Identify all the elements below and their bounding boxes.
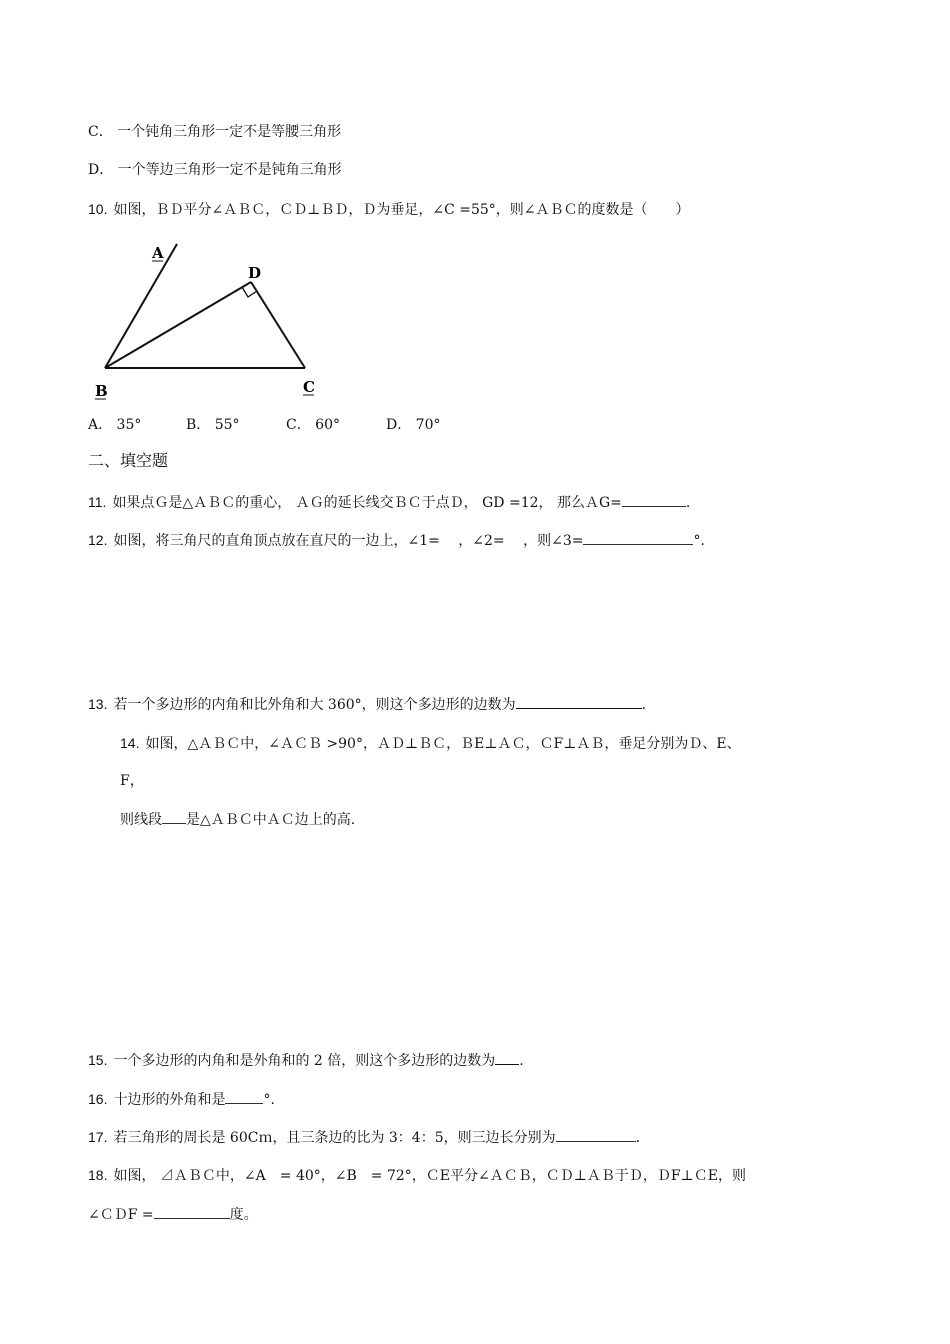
label-d: D bbox=[248, 264, 262, 282]
question-number: 17. bbox=[88, 1129, 108, 1145]
answer-blank[interactable] bbox=[495, 1050, 519, 1065]
segment-dc bbox=[251, 282, 305, 368]
choice-a-q10: A． 35° bbox=[88, 417, 142, 433]
question-number: 13. bbox=[88, 696, 108, 712]
question-14-cont: F， bbox=[120, 773, 144, 789]
question-13: 13. 若一个多边形的内角和比外角和大 360°，则这个多边形的边数为 . bbox=[88, 696, 647, 713]
section-heading-fill-blank: 二、填空题 bbox=[88, 451, 169, 470]
question-17: 17. 若三角形的周长是 60Cｍ，且三条边的比为 3：4：5，则三边长分别为 . bbox=[88, 1129, 641, 1146]
question-15: 15. 一个多边形的内角和是外角和的 2 倍，则这个多边形的边数为 . bbox=[88, 1052, 524, 1069]
question-number: 15. bbox=[88, 1052, 108, 1068]
choice-c-q10: C． 60° bbox=[286, 417, 340, 433]
answer-blank[interactable] bbox=[225, 1089, 263, 1104]
label-c: C bbox=[303, 378, 315, 396]
question-number: 18. bbox=[88, 1167, 108, 1183]
answer-blank[interactable] bbox=[516, 694, 642, 709]
answer-blank[interactable] bbox=[583, 530, 693, 545]
triangle-figure-q10 bbox=[85, 238, 335, 408]
question-12: 12. 如图，将三角尺的直角顶点放在直尺的一边上，∠1= ，∠2= ，则∠3= °. bbox=[88, 532, 705, 549]
segment-bd bbox=[105, 282, 251, 368]
question-10 bbox=[88, 199, 690, 220]
question-11: 11. 如果点Ｇ是△ＡＢＣ的重心， ＡＧ的延长线交ＢＣ于点Ｄ， GD =12， 那么ＡG= . bbox=[88, 494, 691, 511]
question-number: 16. bbox=[88, 1091, 108, 1107]
choice-b-q10: B． 55° bbox=[186, 417, 240, 433]
option-d-q9: D． 一个等边三角形一定不是钝角三角形 bbox=[88, 162, 342, 178]
question-16: 16. 十边形的外角和是 °. bbox=[88, 1091, 275, 1108]
answer-blank[interactable] bbox=[154, 1204, 230, 1219]
ray-ba bbox=[105, 244, 177, 368]
question-text: 如图，ＢＤ平分∠ＡＢＣ，ＣＤ⊥ＢＤ，Ｄ为垂足，∠C =55°，则∠ＡＢＣ的度数是（ ） bbox=[113, 202, 690, 218]
option-c-q9: C． 一个钝角三角形一定不是等腰三角形 bbox=[88, 124, 342, 140]
question-14: 14. 如图，△ＡＢＣ中，∠ＡＣＢ >90°，ＡＤ⊥ＢＣ，ＢE⊥ＡＣ，ＣF⊥ＡＢ，垂足分别为Ｄ、E、 bbox=[120, 735, 741, 752]
answer-blank[interactable] bbox=[622, 492, 686, 507]
answer-blank[interactable] bbox=[556, 1127, 636, 1142]
question-14-cont2: 则线段 是△ＡＢＣ中ＡＣ边上的高. bbox=[120, 809, 355, 830]
question-number: 10. bbox=[88, 201, 108, 217]
choice-d-q10: D． 70° bbox=[386, 417, 441, 433]
label-a: A bbox=[152, 244, 164, 262]
answer-blank[interactable] bbox=[162, 809, 186, 824]
question-18: 18. 如图， ⊿ＡＢＣ中，∠A = 40°，∠B = 72°，ＣE平分∠ＡＣＢ，ＣＤ⊥ＡＢ于Ｄ，ＤF⊥ＣE，则 bbox=[88, 1167, 746, 1184]
question-number: 12. bbox=[88, 532, 108, 548]
question-number: 14. bbox=[120, 735, 140, 751]
question-number: 11. bbox=[88, 494, 107, 510]
label-b: B bbox=[95, 382, 108, 400]
question-18-cont: ∠ＣＤF = 度。 bbox=[88, 1204, 258, 1225]
